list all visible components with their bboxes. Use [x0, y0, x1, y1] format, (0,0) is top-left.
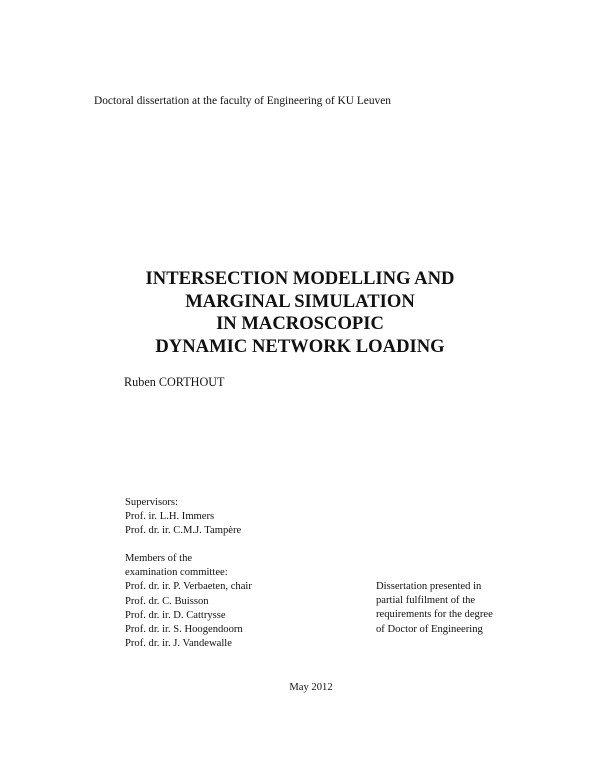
- dissertation-note-line: Dissertation presented in: [376, 581, 482, 592]
- dissertation-note-line: requirements for the degree: [376, 609, 493, 621]
- committee-heading-line: examination committee:: [125, 567, 228, 579]
- title-line: IN MACROSCOPIC: [216, 313, 384, 334]
- title-line: DYNAMIC NETWORK LOADING: [155, 335, 445, 357]
- committee-member: Prof. dr. ir. J. Vandewalle: [125, 638, 232, 650]
- dissertation-note: [376, 580, 493, 637]
- title-line: INTERSECTION MODELLING AND: [145, 268, 455, 289]
- dissertation-note-line: of Doctor of Engineering: [376, 623, 483, 635]
- committee-member: Prof. dr. ir. D. Cattrysse: [125, 609, 226, 621]
- publication-date: May 2012: [289, 682, 333, 693]
- author-name: Ruben CORTHOUT: [124, 375, 225, 389]
- dissertation-title: [0, 268, 600, 358]
- committee-member: Prof. dr. ir. P. Verbaeten, chair: [125, 581, 252, 593]
- committee-member: Prof. dr. ir. S. Hoogendoorn: [125, 624, 243, 636]
- committee-section: [125, 552, 252, 651]
- committee-heading-line: Members of the: [125, 553, 193, 564]
- dissertation-note-line: partial fulfilment of the: [376, 595, 476, 607]
- supervisor-name: Prof. dr. ir. C.M.J. Tampère: [125, 525, 242, 537]
- date-section: [0, 681, 600, 695]
- committee-member: Prof. dr. C. Buisson: [125, 595, 209, 607]
- faculty-header: Doctoral dissertation at the faculty of Engineering of KU Leuven: [94, 95, 392, 107]
- title-line: MARGINAL SIMULATION: [185, 290, 415, 312]
- supervisors-heading: Supervisors:: [125, 497, 178, 508]
- supervisors-section: [125, 496, 241, 539]
- supervisor-name: Prof. ir. L.H. Immers: [125, 511, 215, 523]
